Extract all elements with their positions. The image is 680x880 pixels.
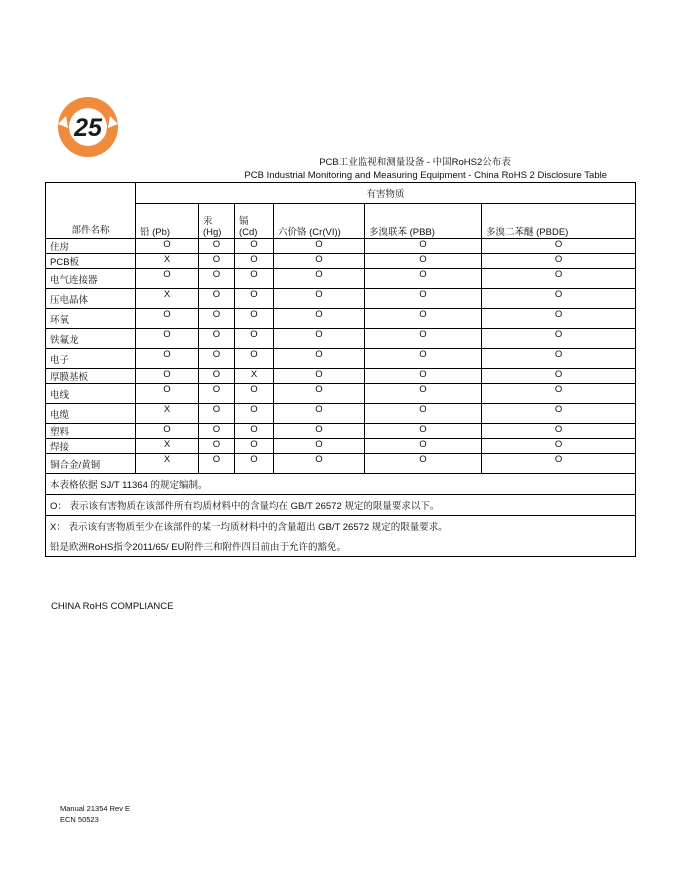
hazardous-substances-header: 有害物质 (136, 183, 636, 204)
part-name-cell: 铜合金/黄铜 (46, 454, 136, 474)
substance-value-cell: O (136, 369, 199, 384)
substance-value-cell: O (235, 289, 274, 309)
part-name-cell: 铁氟龙 (46, 329, 136, 349)
substance-value-cell: O (235, 454, 274, 474)
manual-revision: Manual 21354 Rev E (60, 804, 131, 813)
substance-value-cell: X (136, 289, 199, 309)
substance-header: 汞 (Hg) (199, 204, 235, 239)
ecn-number: ECN 50523 (60, 815, 99, 824)
substance-value-cell: O (274, 439, 365, 454)
substance-value-cell: O (136, 384, 199, 404)
substance-value-cell: O (365, 254, 482, 269)
table-row (46, 309, 636, 329)
part-name-cell: 住房 (46, 239, 136, 254)
substance-value-cell: O (365, 404, 482, 424)
substance-value-cell: O (274, 404, 365, 424)
substance-value-cell: O (136, 309, 199, 329)
substance-value-cell: O (274, 269, 365, 289)
substance-value-cell: O (482, 404, 636, 424)
substance-value-cell: O (199, 424, 235, 439)
substance-value-cell: O (482, 424, 636, 439)
part-name-cell: 电缆 (46, 404, 136, 424)
substance-value-cell: O (235, 329, 274, 349)
substance-value-cell: O (365, 309, 482, 329)
table-row (46, 369, 636, 384)
substance-value-cell: O (274, 254, 365, 269)
substance-value-cell: O (136, 269, 199, 289)
part-name-cell: 环氧 (46, 309, 136, 329)
substance-value-cell: O (235, 254, 274, 269)
substance-value-cell: O (199, 404, 235, 424)
substance-value-cell: O (199, 309, 235, 329)
substance-value-cell: O (136, 329, 199, 349)
part-name-header: 部件名称 (46, 183, 136, 239)
table-row (46, 329, 636, 349)
part-name-cell: 电子 (46, 349, 136, 369)
part-name-cell: 塑料 (46, 424, 136, 439)
part-name-cell: 电线 (46, 384, 136, 404)
substance-value-cell: O (235, 269, 274, 289)
substance-value-cell: O (274, 384, 365, 404)
environment-friendly-use-period-logo (52, 94, 124, 160)
substance-value-cell: O (482, 349, 636, 369)
table-note: O： 表示该有害物质在该部件所有均质材料中的含量均在 GB/T 26572 规定的限量要求以下。 (46, 495, 636, 516)
table-row (46, 439, 636, 454)
substance-value-cell: X (235, 369, 274, 384)
table-row (46, 349, 636, 369)
substance-value-cell: O (365, 289, 482, 309)
substance-value-cell: O (482, 289, 636, 309)
substance-value-cell: O (365, 329, 482, 349)
table-row (46, 384, 636, 404)
substance-value-cell: O (235, 404, 274, 424)
substance-value-cell: X (136, 454, 199, 474)
table-title-chinese: PCB工业监视和测量设备 - 中国RoHS2公布表 (319, 157, 511, 168)
substance-value-cell: O (136, 239, 199, 254)
substance-value-cell: O (136, 424, 199, 439)
substance-value-cell: X (136, 404, 199, 424)
substance-value-cell: O (274, 369, 365, 384)
substance-value-cell: O (274, 309, 365, 329)
substance-value-cell: O (235, 349, 274, 369)
table-note: X： 表示该有害物质至少在该部件的某一均质材料中的含量超出 GB/T 26572 规定的限量要求。 (46, 516, 636, 537)
compliance-label: CHINA RoHS COMPLIANCE (51, 601, 174, 612)
substance-value-cell: O (365, 439, 482, 454)
substance-value-cell: O (482, 384, 636, 404)
substance-value-cell: O (365, 349, 482, 369)
table-row (46, 254, 636, 269)
substance-value-cell: O (274, 349, 365, 369)
table-row (46, 404, 636, 424)
table-row (46, 454, 636, 474)
table-row (46, 239, 636, 254)
substance-value-cell: O (274, 424, 365, 439)
substance-value-cell: O (235, 239, 274, 254)
substance-value-cell: O (482, 369, 636, 384)
substance-value-cell: O (482, 309, 636, 329)
part-name-cell: 电气连接器 (46, 269, 136, 289)
substance-value-cell: O (365, 369, 482, 384)
table-row (46, 424, 636, 439)
table-title-english: PCB Industrial Monitoring and Measuring Equipment - China RoHS 2 Disclosure Table (244, 170, 607, 181)
substance-value-cell: O (274, 239, 365, 254)
substance-value-cell: O (199, 384, 235, 404)
substance-value-cell: O (482, 454, 636, 474)
substance-value-cell: O (199, 289, 235, 309)
part-name-cell: 压电晶体 (46, 289, 136, 309)
substance-value-cell: O (365, 239, 482, 254)
substance-value-cell: O (365, 269, 482, 289)
substance-value-cell: O (136, 349, 199, 369)
substance-value-cell: O (482, 239, 636, 254)
table-note: 本表格依据 SJ/T 11364 的规定编制。 (46, 474, 636, 495)
substance-value-cell: O (365, 424, 482, 439)
table-row (46, 269, 636, 289)
rohs-disclosure-table (45, 182, 636, 557)
substance-value-cell: X (136, 254, 199, 269)
substance-value-cell: O (199, 329, 235, 349)
logo-number: 25 (74, 114, 102, 142)
part-name-cell: 焊接 (46, 439, 136, 454)
substance-value-cell: O (365, 454, 482, 474)
substance-value-cell: O (274, 289, 365, 309)
manual-info (60, 803, 130, 825)
substance-value-cell: O (365, 384, 482, 404)
substance-header: 多溴二苯醚 (PBDE) (482, 204, 636, 239)
substance-header: 镉 (Cd) (235, 204, 274, 239)
substance-header: 多溴联苯 (PBB) (365, 204, 482, 239)
substance-value-cell: O (235, 309, 274, 329)
substance-value-cell: O (274, 329, 365, 349)
substance-value-cell: O (199, 254, 235, 269)
substance-value-cell: O (199, 269, 235, 289)
substance-value-cell: O (235, 439, 274, 454)
table-note: 铅是欧洲RoHS指令2011/65/ EU附件三和附件四目前由于允许的豁免。 (46, 536, 636, 557)
part-name-cell: 厚膜基板 (46, 369, 136, 384)
part-name-cell: PCB板 (46, 254, 136, 269)
substance-value-cell: O (482, 269, 636, 289)
table-row (46, 289, 636, 309)
substance-value-cell: O (199, 349, 235, 369)
substance-value-cell: X (136, 439, 199, 454)
substance-value-cell: O (199, 454, 235, 474)
substance-value-cell: O (482, 254, 636, 269)
substance-header: 铅 (Pb) (136, 204, 199, 239)
substance-value-cell: O (482, 329, 636, 349)
substance-header: 六价铬 (Cr(VI)) (274, 204, 365, 239)
substance-value-cell: O (235, 424, 274, 439)
substance-value-cell: O (482, 439, 636, 454)
substance-value-cell: O (199, 239, 235, 254)
substance-value-cell: O (199, 439, 235, 454)
substance-value-cell: O (199, 369, 235, 384)
substance-value-cell: O (274, 454, 365, 474)
substance-value-cell: O (235, 384, 274, 404)
